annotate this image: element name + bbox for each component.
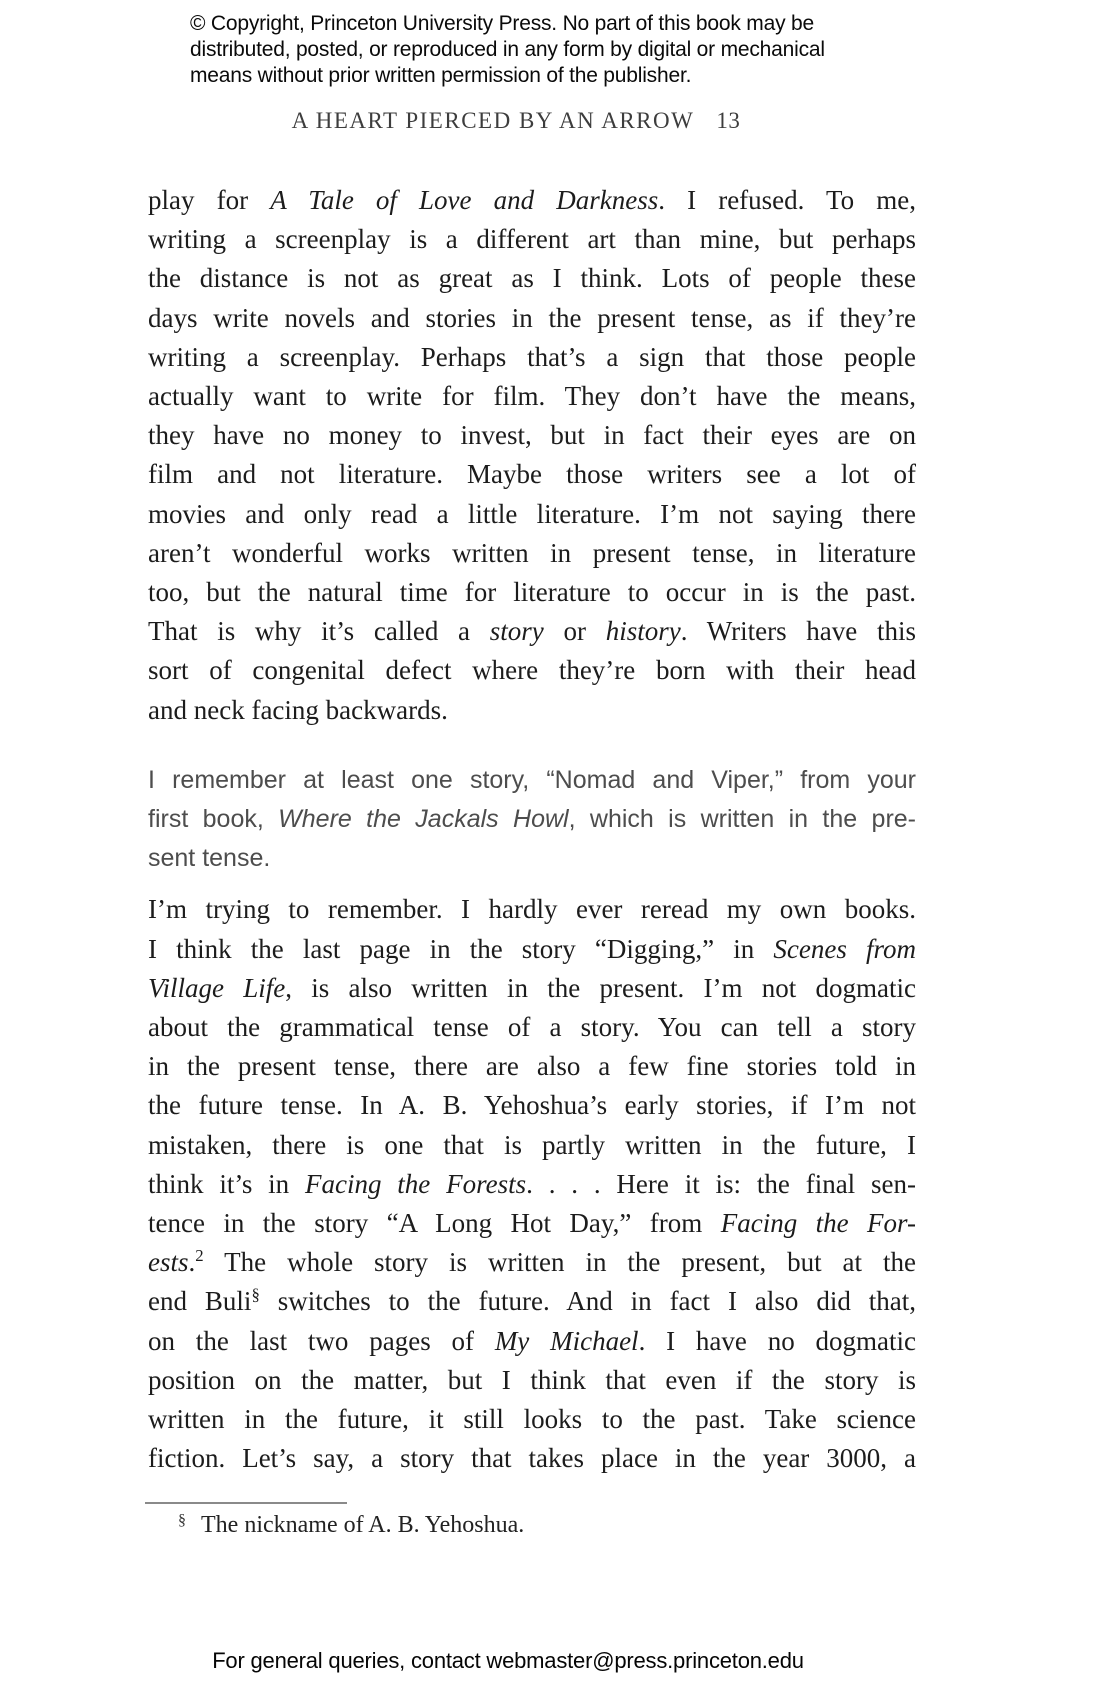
text-line: sort of congenital defect where they’re born with their head (148, 655, 916, 686)
text-line: I remember at least one story, “Nomad and Viper,” from your (148, 765, 916, 794)
text-line: actually want to write for film. They don’t have the means, (148, 381, 916, 412)
body-text (148, 0, 916, 1479)
italic-title: Facing the Forests (305, 1168, 527, 1199)
italic-title: Facing the For- (720, 1208, 917, 1239)
superscript-note-marker: 2 (195, 1246, 204, 1266)
text-line: tence in the story “A Long Hot Day,” from Facing the For- (148, 1208, 917, 1239)
text-line: think it’s in Facing the Forests. . . . Here it is: the final sen- (148, 1168, 916, 1199)
text-line: play for A Tale of Love and Darkness. I refused. To me, (148, 185, 916, 215)
text-line: film and not literature. Maybe those writers see a lot of (148, 459, 916, 490)
text-line: Village Life, is also written in the present. I’m not dogmatic (148, 972, 916, 1003)
footnote (178, 1512, 524, 1539)
text-line: ests.$^2$ The whole story is written in the present, but at the (148, 1246, 916, 1278)
text-line: they have no money to invest, but in fact their eyes are on (148, 420, 916, 451)
footer-contact-text: For general queries, contact webmaster@press.princeton.edu (212, 1648, 804, 1673)
copyright-line: distributed, posted, or reproduced in any form by digital or mechanical (190, 38, 825, 61)
text-line: on the last two pages of My Michael. I have no dogmatic (148, 1325, 916, 1356)
page-footer (0, 1648, 1016, 1674)
italic-title: Village Life (148, 972, 286, 1003)
superscript-note-marker: § (251, 1285, 260, 1305)
answer-paragraph-2 (148, 890, 916, 1478)
text-line: sent tense. (148, 844, 271, 873)
text-line: end Buli§ switches to the future. And in fact I also did that, (148, 1285, 916, 1317)
answer-paragraph-1 (148, 181, 916, 730)
text-line: writing a screenplay is a different art than mine, but perhaps (148, 224, 916, 255)
text-line: aren’t wonderful works written in present tense, in literature (148, 537, 916, 568)
text-line: in the present tense, there are also a few fine stories told in (148, 1051, 916, 1082)
footnote-marker: § (178, 1512, 186, 1529)
running-head-title: A HEART PIERCED BY AN ARROW (291, 108, 695, 133)
text-line: written in the future, it still looks to the past. Take science (148, 1404, 916, 1435)
footnote-text: The nickname of A. B. Yehoshua. (201, 1512, 525, 1538)
copyright-line: means without prior written permission of the publisher. (190, 64, 692, 87)
text-line: I’m trying to remember. I hardly ever reread my own books. (148, 894, 916, 925)
text-line: I think the last page in the story “Digging,” in Scenes from (148, 933, 916, 964)
text-line: too, but the natural time for literature to occur in is the past. (148, 577, 916, 608)
text-line: position on the matter, but I think that even if the story is (148, 1364, 916, 1395)
text-line: mistaken, there is one that is partly written in the future, I (148, 1129, 916, 1160)
copyright-line: © Copyright, Princeton University Press. No part of this book may be (190, 12, 814, 35)
italic-title: Scenes from (773, 933, 916, 964)
italic-title: history (605, 616, 681, 647)
page-number: 13 (716, 108, 741, 133)
text-line: first book, Where the Jackals Howl, which is written in the pre- (148, 805, 917, 834)
italic-title: ests (148, 1247, 189, 1278)
text-line: the future tense. In A. B. Yehoshua’s early stories, if I’m not (148, 1090, 916, 1121)
text-line: the distance is not as great as I think. Lots of people these (148, 263, 916, 294)
italic-title: My Michael (494, 1325, 639, 1356)
interviewer-question (148, 761, 916, 879)
text-line: about the grammatical tense of a story. You can tell a story (148, 1012, 916, 1043)
text-line: That is why it’s called a story or history. Writers have this (148, 616, 916, 647)
italic-title: Where the Jackals Howl (278, 805, 569, 834)
text-line: writing a screenplay. Perhaps that’s a sign that those people (148, 341, 916, 372)
italic-title: A Tale of Love and Darkness (270, 185, 659, 215)
text-line: and neck facing backwards. (148, 694, 448, 725)
italic-title: story (489, 616, 544, 647)
text-line: movies and only read a little literature. I’m not saying there (148, 498, 916, 529)
text-line: days write novels and stories in the present tense, as if they’re (148, 302, 916, 333)
footnote-separator-rule (145, 1502, 347, 1504)
text-line: fiction. Let’s say, a story that takes place in the year 3000, a (148, 1443, 916, 1474)
